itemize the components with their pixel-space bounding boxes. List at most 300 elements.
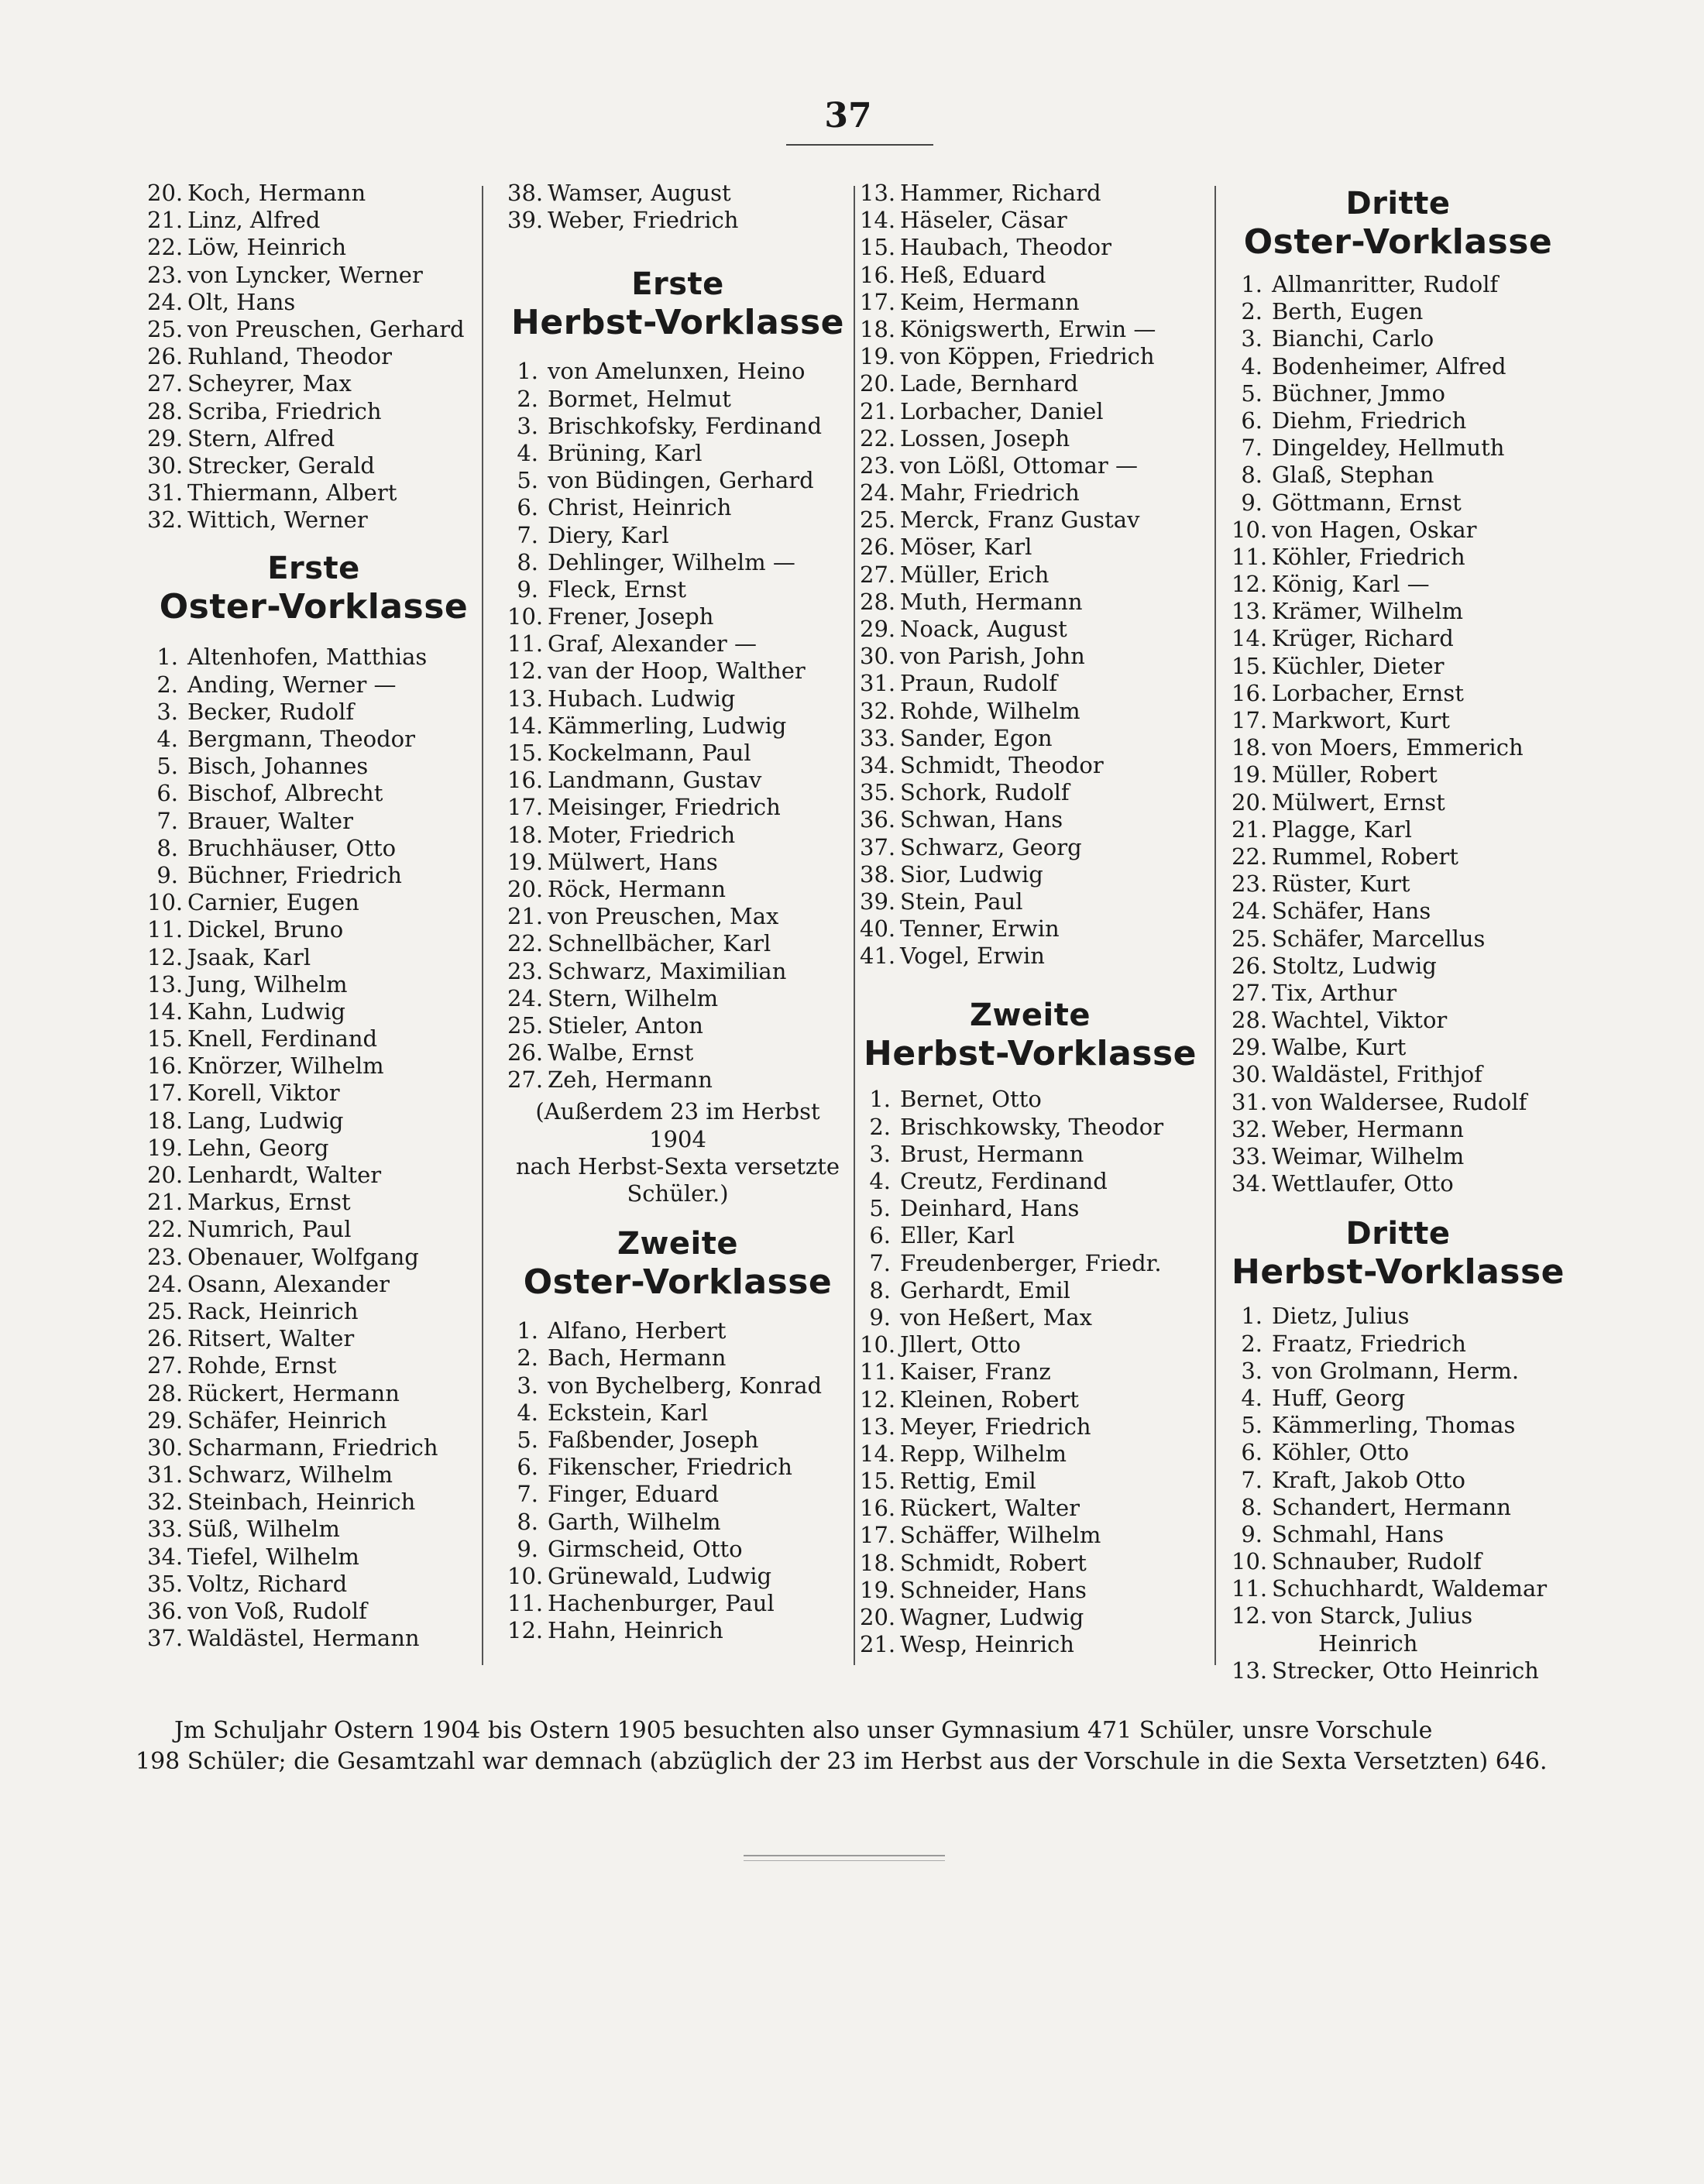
list-item (1232, 1331, 1565, 1358)
student-name: Schmidt, Theodor (900, 751, 1104, 778)
student-name: Praun, Rudolf (900, 670, 1057, 697)
entry-number: 1. (517, 1317, 538, 1344)
entry-number: 4. (1241, 1384, 1263, 1411)
summary-line-2: 198 Schüler; die Gesamtzahl war demnach (abzüglich der 23 im Herbst aus der Vorschule in die Sexta Versetzten) 646. (136, 1748, 1548, 1775)
entry-number: 10. (1232, 1548, 1268, 1575)
student-name: Becker, Rudolf (187, 698, 355, 725)
student-name: Sander, Egon (900, 724, 1053, 751)
list-item (1232, 407, 1565, 434)
entry-number: 27. (147, 370, 184, 397)
student-name: Voltz, Richard (187, 1570, 348, 1597)
entry-number: 14. (1232, 625, 1268, 652)
entry-number: 14. (860, 207, 896, 234)
entry-number: 14. (507, 712, 544, 739)
heading-line-1: Erste (267, 551, 360, 587)
student-name: Ritsert, Walter (187, 1325, 355, 1352)
entry-number: 9. (1241, 489, 1263, 516)
student-name: Schwan, Hans (900, 806, 1063, 833)
entry-number: 7. (1241, 434, 1263, 462)
student-name: Kämmerling, Thomas (1272, 1412, 1516, 1439)
student-name: Lossen, Joseph (900, 424, 1070, 452)
entry-number: 14. (147, 998, 184, 1025)
list-item (860, 262, 1201, 289)
entry-number: 11. (147, 916, 184, 943)
entry-number: 10. (1232, 516, 1268, 543)
student-name: Heß, Eduard (900, 261, 1046, 288)
student-list (860, 1086, 1201, 1658)
list-item (1232, 1412, 1565, 1439)
list-item (147, 644, 480, 671)
entry-number: 21. (147, 207, 184, 234)
entry-number: 30. (147, 452, 184, 479)
entry-number: 3. (517, 412, 538, 439)
list-item (147, 835, 480, 862)
list-item (507, 876, 848, 903)
entry-number: 29. (147, 424, 184, 452)
student-name: van der Hoop, Walther (548, 658, 806, 685)
list-item (147, 780, 480, 807)
list-item (860, 1168, 1201, 1195)
student-name: Finger, Eduard (548, 1481, 720, 1508)
list-item (147, 1489, 480, 1516)
list-item (860, 398, 1201, 425)
entry-number: 27. (1232, 979, 1268, 1006)
list-item (1232, 1439, 1565, 1466)
entry-number: 25. (860, 507, 896, 534)
student-name: Fikenscher, Friedrich (548, 1454, 792, 1481)
student-name: Rohde, Wilhelm (900, 697, 1080, 724)
student-name: Müller, Robert (1272, 761, 1438, 788)
student-name: Kraft, Jakob Otto (1272, 1466, 1465, 1493)
summary-line-1: Jm Schuljahr Ostern 1904 bis Ostern 1905 besuchten also unser Gymnasium 471 Schüler, unsre Vorschule (174, 1717, 1433, 1744)
list-item (147, 1516, 480, 1543)
entry-number: 1. (517, 358, 538, 385)
entry-number: 11. (1232, 1575, 1268, 1602)
student-list (1232, 1657, 1565, 1684)
list-item (860, 1604, 1201, 1631)
entry-number: 19. (507, 848, 544, 875)
entry-number: 35. (860, 779, 896, 806)
student-name: Göttmann, Ernst (1272, 489, 1462, 516)
entry-number: 32. (1232, 1115, 1268, 1142)
list-item (147, 671, 480, 699)
list-item (507, 494, 848, 521)
list-item (147, 343, 480, 370)
list-item (507, 1617, 848, 1644)
entry-number: 24. (147, 288, 184, 315)
list-item (860, 1222, 1201, 1249)
entry-number: 37. (147, 1625, 184, 1652)
entry-number: 7. (869, 1249, 891, 1276)
student-name: Fraatz, Friedrich (1272, 1330, 1466, 1357)
entry-number: 25. (147, 315, 184, 342)
list-item (1232, 1358, 1565, 1385)
student-name: Wittich, Werner (187, 507, 368, 534)
list-item (147, 1189, 480, 1216)
student-name: Krämer, Wilhelm (1272, 598, 1464, 625)
student-name: Stoltz, Ludwig (1272, 952, 1437, 979)
entry-number: 16. (1232, 679, 1268, 706)
student-name: Osann, Alexander (187, 1270, 390, 1297)
list-item (147, 1325, 480, 1352)
note-line-1: (Außerdem 23 im Herbst 1904 (535, 1098, 820, 1152)
student-name: von Parish, John (900, 643, 1085, 670)
student-name: Rohde, Ernst (187, 1352, 337, 1379)
list-item (1232, 680, 1565, 707)
list-item (147, 1407, 480, 1434)
list-item (860, 616, 1201, 643)
entry-number: 7. (1241, 1466, 1263, 1493)
list-item (860, 943, 1201, 970)
student-name: Wettlaufer, Otto (1272, 1170, 1454, 1197)
entry-number: 13. (860, 180, 896, 206)
list-item (1232, 761, 1565, 788)
student-name: Waldästel, Hermann (187, 1625, 420, 1652)
student-name: von Preuschen, Gerhard (187, 315, 465, 342)
list-item (860, 725, 1201, 752)
student-name: Kockelmann, Paul (548, 740, 751, 766)
student-name: von Waldersee, Rudolf (1272, 1088, 1527, 1115)
heading-line-2: Oster-Vorklasse (159, 587, 469, 627)
entry-number: 16. (507, 767, 544, 794)
student-name: Schneider, Hans (900, 1576, 1087, 1603)
list-item (507, 1039, 848, 1066)
entry-number: 8. (517, 548, 538, 575)
list-item (507, 849, 848, 876)
heading-line-1: Dritte (1345, 186, 1451, 221)
entry-number: 28. (147, 397, 184, 424)
list-item (147, 1080, 480, 1107)
student-name: Tenner, Erwin (900, 915, 1060, 943)
column-1 (147, 180, 480, 1652)
entry-number: 1. (1241, 271, 1263, 297)
student-name: Eckstein, Karl (548, 1399, 709, 1426)
student-name: Köhler, Otto (1272, 1439, 1410, 1466)
student-name: Löw, Heinrich (187, 234, 346, 261)
entry-number: 38. (507, 180, 544, 206)
entry-number: 17. (507, 794, 544, 821)
entry-number: 25. (147, 1297, 184, 1324)
list-item (147, 425, 480, 452)
student-name: Plagge, Karl (1272, 816, 1412, 843)
list-item (1232, 1467, 1565, 1494)
entry-number: 18. (1232, 734, 1268, 761)
entry-number: 29. (147, 1406, 184, 1434)
list-item (147, 1571, 480, 1598)
list-item-continuation (1232, 1630, 1565, 1657)
entry-number: 6. (156, 780, 178, 807)
student-name: Süß, Wilhelm (187, 1516, 340, 1543)
student-name: Huff, Georg (1272, 1384, 1406, 1411)
student-name: Moter, Friedrich (548, 821, 736, 848)
student-name: von Amelunxen, Heino (548, 358, 806, 385)
entry-number: 8. (156, 834, 178, 861)
list-item (1232, 625, 1565, 652)
list-item (507, 1399, 848, 1427)
student-name: Numrich, Paul (187, 1216, 352, 1243)
entry-number: 29. (1232, 1034, 1268, 1061)
entry-number: 37. (860, 833, 896, 860)
student-name: Lorbacher, Ernst (1272, 679, 1464, 706)
entry-number: 26. (147, 1325, 184, 1352)
list-item (507, 549, 848, 576)
student-name: Brischkofsky, Ferdinand (548, 412, 823, 439)
list-item (507, 413, 848, 440)
entry-number: 20. (507, 875, 544, 902)
student-name: Landmann, Gustav (548, 767, 762, 794)
student-name: Häseler, Cäsar (900, 207, 1067, 234)
student-name: Bruchhäuser, Otto (187, 834, 397, 861)
list-item (507, 767, 848, 794)
student-name: Kahn, Ludwig (187, 998, 345, 1025)
list-item (860, 1386, 1201, 1413)
student-name: Mahr, Friedrich (900, 479, 1080, 507)
entry-number: 5. (1241, 379, 1263, 407)
list-item (860, 1577, 1201, 1604)
list-item (507, 1372, 848, 1399)
list-item (147, 1434, 480, 1461)
student-list (507, 180, 848, 234)
list-item (860, 343, 1201, 370)
list-item (860, 752, 1201, 779)
list-item (860, 1631, 1201, 1658)
entry-number: 20. (860, 370, 896, 397)
list-item (1232, 980, 1565, 1007)
student-name: Schwarz, Georg (900, 833, 1082, 860)
student-name: Walbe, Ernst (548, 1039, 694, 1066)
entry-number: 20. (860, 1604, 896, 1630)
student-name: Girmscheid, Otto (548, 1535, 743, 1562)
entry-number: 36. (147, 1598, 184, 1624)
entry-number: 21. (1232, 816, 1268, 843)
entry-number: 17. (860, 288, 896, 315)
entry-number: 11. (1232, 543, 1268, 570)
student-name: Lorbacher, Daniel (900, 397, 1104, 424)
list-item (507, 930, 848, 957)
entry-number: 12. (507, 658, 544, 685)
list-item (1232, 1143, 1565, 1170)
student-name: Brauer, Walter (187, 807, 353, 834)
student-name: Glaß, Stephan (1272, 462, 1434, 489)
student-name: von Lößl, Ottomar — (900, 452, 1138, 479)
list-item (860, 1250, 1201, 1277)
student-list (1232, 271, 1565, 1197)
list-item (860, 534, 1201, 561)
entry-number: 20. (147, 180, 184, 206)
student-name: Alfano, Herbert (548, 1317, 727, 1344)
student-name: Jllert, Otto (900, 1331, 1021, 1358)
entry-number: 3. (1241, 325, 1263, 352)
student-name: Fleck, Ernst (548, 575, 687, 603)
student-name: Ruhland, Theodor (187, 343, 392, 370)
page-number-rule (786, 144, 933, 146)
list-item (147, 944, 480, 971)
list-item (860, 370, 1201, 397)
student-name: Schandert, Hermann (1272, 1493, 1511, 1520)
entry-number: 22. (860, 424, 896, 452)
entry-number: 4. (1241, 352, 1263, 379)
heading-line-1: Zweite (969, 998, 1091, 1034)
list-item (147, 1544, 480, 1571)
entry-number: 24. (507, 984, 544, 1011)
list-item (1232, 898, 1565, 925)
list-item (860, 1141, 1201, 1168)
entry-number: 17. (1232, 707, 1268, 733)
list-item (860, 1441, 1201, 1468)
list-item (860, 1413, 1201, 1441)
list-item (1232, 1089, 1565, 1116)
list-item (507, 1012, 848, 1039)
list-item (860, 234, 1201, 261)
list-item (1232, 271, 1565, 298)
student-name: Keim, Hermann (900, 288, 1080, 315)
student-name: Steinbach, Heinrich (187, 1489, 416, 1516)
student-name: Dickel, Bruno (187, 916, 344, 943)
student-name: von Preuschen, Max (548, 903, 779, 930)
list-item (860, 861, 1201, 888)
list-item (1232, 707, 1565, 734)
entry-number: 30. (147, 1434, 184, 1461)
student-name: Weber, Friedrich (548, 207, 739, 234)
entry-number: 34. (1232, 1170, 1268, 1197)
student-name: Dietz, Julius (1272, 1303, 1410, 1330)
student-name: Deinhard, Hans (900, 1195, 1080, 1222)
entry-number: 9. (156, 861, 178, 888)
list-item (1232, 1116, 1565, 1143)
list-item (1232, 1170, 1565, 1197)
list-item (507, 1427, 848, 1454)
entry-number: 18. (860, 315, 896, 342)
entry-number: 40. (860, 915, 896, 943)
list-item (860, 1086, 1201, 1113)
student-name: Haubach, Theodor (900, 234, 1111, 261)
section-heading-zweite-oster-vorklasse (507, 1224, 848, 1302)
list-item (507, 713, 848, 740)
student-list (860, 180, 1201, 970)
entry-number: 8. (1241, 462, 1263, 489)
column-divider (482, 186, 483, 1665)
page-number: 37 (824, 96, 872, 136)
list-item (147, 234, 480, 261)
list-item (1232, 1657, 1565, 1684)
student-name: Lehn, Georg (187, 1134, 329, 1161)
list-item (147, 180, 480, 207)
student-name: Muth, Hermann (900, 588, 1083, 615)
note-line-3: Schüler.) (627, 1180, 729, 1207)
list-item (147, 1461, 480, 1489)
list-item (1232, 1494, 1565, 1521)
student-name: Diehm, Friedrich (1272, 407, 1467, 434)
list-item (860, 643, 1201, 670)
list-item (1232, 953, 1565, 980)
student-name: Hachenburger, Paul (548, 1590, 775, 1617)
student-name: Schnellbächer, Karl (548, 930, 771, 957)
entry-number: 25. (1232, 925, 1268, 952)
student-name: Schnauber, Rudolf (1272, 1548, 1482, 1575)
column-2 (507, 180, 848, 1645)
column-3 (860, 180, 1201, 1658)
entry-number: 8. (517, 1508, 538, 1535)
list-item (1232, 489, 1565, 517)
entry-number: 15. (507, 740, 544, 766)
entry-number: 20. (147, 1162, 184, 1188)
student-name: Carnier, Eugen (187, 889, 359, 916)
entry-number: 35. (147, 1570, 184, 1597)
entry-number: 38. (860, 860, 896, 888)
decorative-rule (744, 1855, 945, 1856)
list-item (507, 467, 848, 494)
entry-number: 2. (869, 1113, 891, 1140)
student-name: Königswerth, Erwin — (900, 315, 1156, 342)
list-item (1232, 925, 1565, 953)
column-divider (854, 186, 855, 1665)
list-item (147, 998, 480, 1025)
entry-number: 17. (147, 1080, 184, 1107)
entry-number: 30. (1232, 1061, 1268, 1088)
list-item (1232, 1303, 1565, 1330)
student-name: Bianchi, Carlo (1272, 325, 1434, 352)
list-item (507, 685, 848, 713)
entry-number: 28. (147, 1379, 184, 1406)
student-name: Kaiser, Franz (900, 1358, 1051, 1386)
entry-number: 11. (507, 1590, 544, 1617)
list-item (1232, 1007, 1565, 1034)
student-name: Lade, Bernhard (900, 370, 1079, 397)
entry-number: 3. (1241, 1357, 1263, 1384)
student-name: Lang, Ludwig (187, 1107, 344, 1134)
student-name: von Lyncker, Werner (187, 261, 423, 288)
student-name: Bischof, Albrecht (187, 780, 383, 807)
entry-number: 8. (1241, 1493, 1263, 1520)
list-item (147, 1162, 480, 1189)
student-name: Schäffer, Wilhelm (900, 1522, 1101, 1549)
list-item (1232, 871, 1565, 898)
list-item (507, 576, 848, 603)
heading-line-1: Dritte (1345, 1216, 1451, 1252)
entry-number: 22. (1232, 843, 1268, 870)
student-list (147, 644, 480, 1652)
list-item (147, 971, 480, 998)
entry-number: 5. (1241, 1412, 1263, 1439)
student-name: Weimar, Wilhelm (1272, 1143, 1465, 1169)
continuation-text: Heinrich (1318, 1629, 1418, 1657)
student-name: Hammer, Richard (900, 180, 1101, 206)
student-name: von Bychelberg, Konrad (548, 1372, 823, 1399)
list-item (147, 1298, 480, 1325)
list-item (147, 1135, 480, 1162)
heading-line-1: Erste (631, 266, 724, 303)
list-item (147, 753, 480, 780)
list-item (147, 289, 480, 316)
student-name: Noack, August (900, 616, 1067, 642)
student-name: Eller, Karl (900, 1222, 1015, 1249)
student-name: von Starck, Julius (1272, 1602, 1473, 1629)
list-item (507, 1563, 848, 1590)
list-item (860, 1468, 1201, 1495)
list-item (147, 699, 480, 726)
entry-number: 19. (860, 1576, 896, 1603)
entry-number: 1. (869, 1086, 891, 1113)
list-item (1232, 843, 1565, 871)
student-name: Schmahl, Hans (1272, 1520, 1445, 1547)
entry-number: 16. (147, 1053, 184, 1080)
student-name: von Voß, Rudolf (187, 1598, 367, 1624)
entry-number: 32. (860, 697, 896, 724)
entry-number: 6. (1241, 407, 1263, 434)
student-name: Diery, Karl (548, 521, 669, 548)
student-name: Allmanritter, Rudolf (1272, 271, 1499, 297)
entry-number: 7. (517, 521, 538, 548)
